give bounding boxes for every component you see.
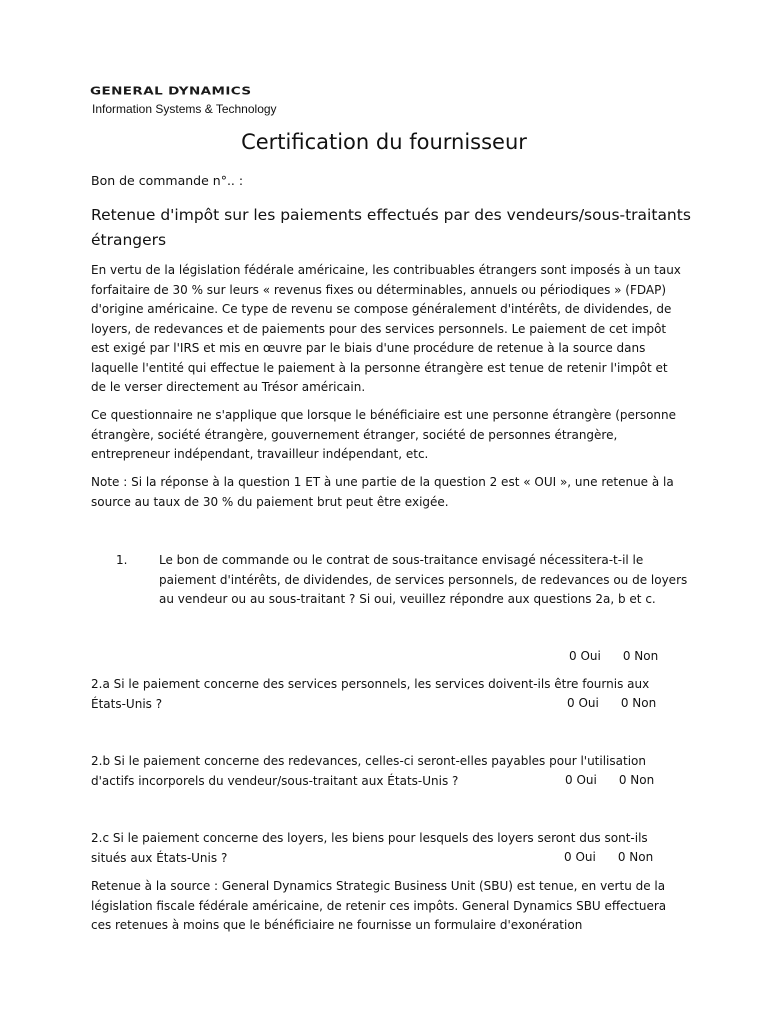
- question-2c-text: 2.c Si le paiement concerne des loyers, les biens pour lesquels des loyers seront dus sont-ils situés aux États-Unis ?: [91, 831, 648, 865]
- question-1-yes-option[interactable]: 0 Oui: [569, 649, 601, 663]
- question-2a-options: [567, 694, 656, 714]
- question-2b-yes-option[interactable]: 0 Oui: [565, 773, 597, 787]
- question-2a-text: 2.a Si le paiement concerne des services personnels, les services doivent-ils être fournis aux États-Unis ?: [91, 677, 650, 711]
- scope-paragraph: Ce questionnaire ne s'applique que lorsque le bénéficiaire est une personne étrangère (personne étrangère, société étrangère, gouvernement étranger, société de personnes étrangère, entrepreneur indépendant, travailleur indépendant, etc.: [91, 408, 677, 461]
- intro-paragraph: En vertu de la législation fédérale américaine, les contribuables étrangers sont imposés à un taux forfaitaire de 30 % sur leurs « revenus fixes ou déterminables, annuels ou périodiques » (FDAP) d'origine américaine. Ce type de revenu se compose généralement d'intérêts, de dividendes, de loyers, de redevances et de paiements pour des services personnels. Le paiement de cet impôt est exigé par l'IRS et mis en œuvre par le biais d'une procédure de retenue à la source dans laquelle l'entité qui effectue le paiement à la personne étrangère est tenue de retenir l'impôt et de le verser directement au Trésor américain.: [91, 263, 681, 394]
- question-2c-yes-option[interactable]: 0 Oui: [564, 850, 596, 864]
- question-1-options: [569, 647, 658, 667]
- question-2b-options: [565, 771, 654, 791]
- question-2b-no-option[interactable]: 0 Non: [618, 773, 655, 787]
- question-1-text: Le bon de commande ou le contrat de sous-traitance envisagé nécessitera-t-il le paiement d'intérêts, de dividendes, de services personnels, de redevances ou de loyers au vendeur ou au sous-traitant ? Si oui, veuillez répondre aux questions 2a, b et c.: [159, 553, 688, 606]
- question-2c-no-option[interactable]: 0 Non: [617, 850, 654, 864]
- question-2c-options: [564, 848, 653, 868]
- question-2b-text: 2.b Si le paiement concerne des redevances, celles-ci seront-elles payables pour l'utilisation d'actifs incorporels du vendeur/sous-traitant aux États-Unis ?: [91, 754, 646, 788]
- withholding-paragraph: Retenue à la source : General Dynamics Strategic Business Unit (SBU) est tenue, en vertu de la législation fiscale fédérale américaine, de retenir ces impôts. General Dynamics SBU effectuera ces retenues à moins que le bénéficiaire ne fournisse un formulaire d'exonération: [91, 879, 667, 932]
- question-2a-yes-option[interactable]: 0 Oui: [567, 696, 599, 710]
- section-heading: Retenue d'impôt sur les paiements effectués par des vendeurs/sous-traitants étrangers: [91, 206, 691, 249]
- note-paragraph: Note : Si la réponse à la question 1 ET à une partie de la question 2 est « OUI », une retenue à la source au taux de 30 % du paiement brut peut être exigée.: [91, 475, 674, 509]
- question-2a-no-option[interactable]: 0 Non: [620, 696, 657, 710]
- division-name: Information Systems & Technology: [92, 102, 277, 116]
- company-logo: GENERAL DYNAMICS: [90, 85, 252, 98]
- document-title: Certification du fournisseur: [241, 130, 527, 154]
- purchase-order-label: Bon de commande n°.. :: [91, 173, 244, 188]
- question-1-number: 1.: [116, 553, 128, 567]
- question-1-no-option[interactable]: 0 Non: [622, 649, 659, 663]
